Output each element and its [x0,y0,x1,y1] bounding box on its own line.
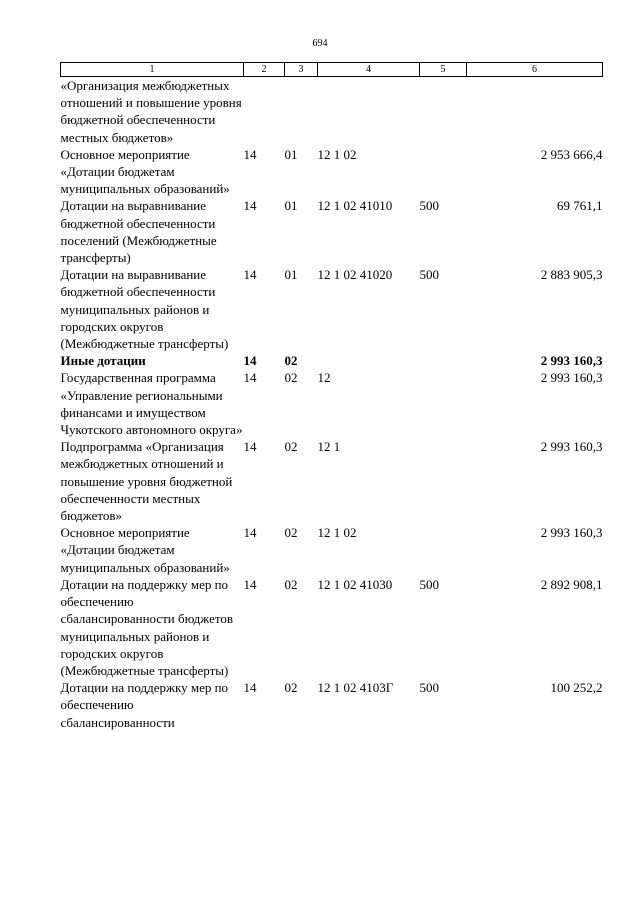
row-expense-type-cell: 500 [419,680,439,696]
table-row [61,524,603,576]
row-target-article-cell: 12 1 02 [317,525,357,541]
table-header [61,63,603,77]
row-section-cell: 14 [243,353,257,369]
row-name-cell: Дотации на выравнивание бюджетной обеспеченности поселений (Межбюджетные трансферты) [60,198,217,266]
row-amount-cell: 2 993 160,3 [540,370,603,386]
row-section-cell: 14 [243,370,257,386]
header-col-2: 2 [244,63,285,77]
row-expense-type-cell: 500 [419,576,439,592]
header-col-5: 5 [420,63,467,77]
row-section-cell: 14 [243,198,257,214]
row-name-cell: Основное мероприятие «Дотации бюджетам муниципальных образований» [60,525,230,575]
row-expense-type-cell [420,146,467,198]
row-target-article-cell: 12 1 02 41030 [317,576,393,592]
row-target-article-cell: 12 [317,370,331,386]
row-amount-cell [467,77,603,146]
budget-table [60,62,603,731]
row-subsection-cell: 02 [284,353,298,369]
table-row [61,352,603,369]
row-subsection-cell: 02 [284,576,298,592]
page-number: 694 [312,38,328,49]
row-subsection-cell [285,77,318,146]
row-amount-cell: 2 953 666,4 [540,146,603,162]
row-name-cell: Государственная программа «Управление региональными финансами и имуществом Чукотского автономного округа» [60,370,243,438]
table-row [61,266,603,352]
row-name-cell: Подпрограмма «Организация межбюджетных отношений и повышение уровня бюджетной обеспеченности местных бюджетов» [60,439,233,524]
row-amount-cell: 100 252,2 [550,680,603,696]
row-expense-type-cell [420,369,467,438]
row-subsection-cell: 02 [284,370,298,386]
table-row [61,197,603,266]
row-subsection-cell: 02 [284,439,298,455]
row-section-cell: 14 [243,439,257,455]
row-expense-type-cell [420,352,467,369]
row-expense-type-cell [420,524,467,576]
row-expense-type-cell [420,438,467,524]
row-subsection-cell: 01 [284,198,298,214]
row-expense-type-cell [420,77,467,146]
row-target-article-cell: 12 1 02 4103Г [317,680,394,696]
row-name-cell: Иные дотации [60,353,146,369]
table-body [61,77,603,731]
table-row [61,438,603,524]
row-amount-cell: 69 761,1 [557,198,603,214]
row-target-article-cell: 12 1 02 41010 [317,198,393,214]
row-amount-cell: 2 883 905,3 [540,267,603,283]
row-section-cell: 14 [243,680,257,696]
table-row [61,77,603,146]
row-subsection-cell: 01 [284,146,298,162]
table-row [61,369,603,438]
row-amount-cell: 2 993 160,3 [540,525,603,541]
row-target-article-cell: 12 1 [317,439,341,455]
row-subsection-cell: 01 [284,267,298,283]
table-row [61,146,603,198]
row-name-cell: Дотации на выравнивание бюджетной обеспеченности муниципальных районов и городских округов (Межбюджетные трансферты) [60,267,229,352]
row-name-cell: Дотации на поддержку мер по обеспечению сбалансированности [60,680,229,730]
row-section-cell: 14 [243,146,257,162]
row-name-cell: Основное мероприятие «Дотации бюджетам муниципальных образований» [60,146,230,197]
row-name-cell: Дотации на поддержку мер по обеспечению сбалансированности бюджетов муниципальных районов и городских округов (Межбюджетные трансферты) [60,576,234,678]
row-target-article-cell [318,352,420,369]
row-amount-cell: 2 993 160,3 [540,353,603,369]
row-expense-type-cell: 500 [419,267,439,283]
header-row [61,63,603,77]
row-amount-cell: 2 892 908,1 [540,576,603,592]
row-target-article-cell: 12 1 02 41020 [317,267,393,283]
row-subsection-cell: 02 [284,680,298,696]
row-section-cell: 14 [243,576,257,592]
row-target-article-cell [318,77,420,146]
header-col-6: 6 [467,63,603,77]
table-row [61,576,603,679]
row-name-cell: «Организация межбюджетных отношений и повышение уровня бюджетной обеспеченности местных бюджетов» [60,78,242,145]
row-subsection-cell: 02 [284,525,298,541]
header-col-3: 3 [285,63,318,77]
row-section-cell [244,77,285,146]
header-col-4: 4 [318,63,420,77]
row-section-cell: 14 [243,267,257,283]
row-expense-type-cell: 500 [419,198,439,214]
row-amount-cell: 2 993 160,3 [540,439,603,455]
row-section-cell: 14 [243,525,257,541]
header-col-1: 1 [61,63,244,77]
row-target-article-cell: 12 1 02 [317,146,357,162]
table-row [61,679,603,731]
